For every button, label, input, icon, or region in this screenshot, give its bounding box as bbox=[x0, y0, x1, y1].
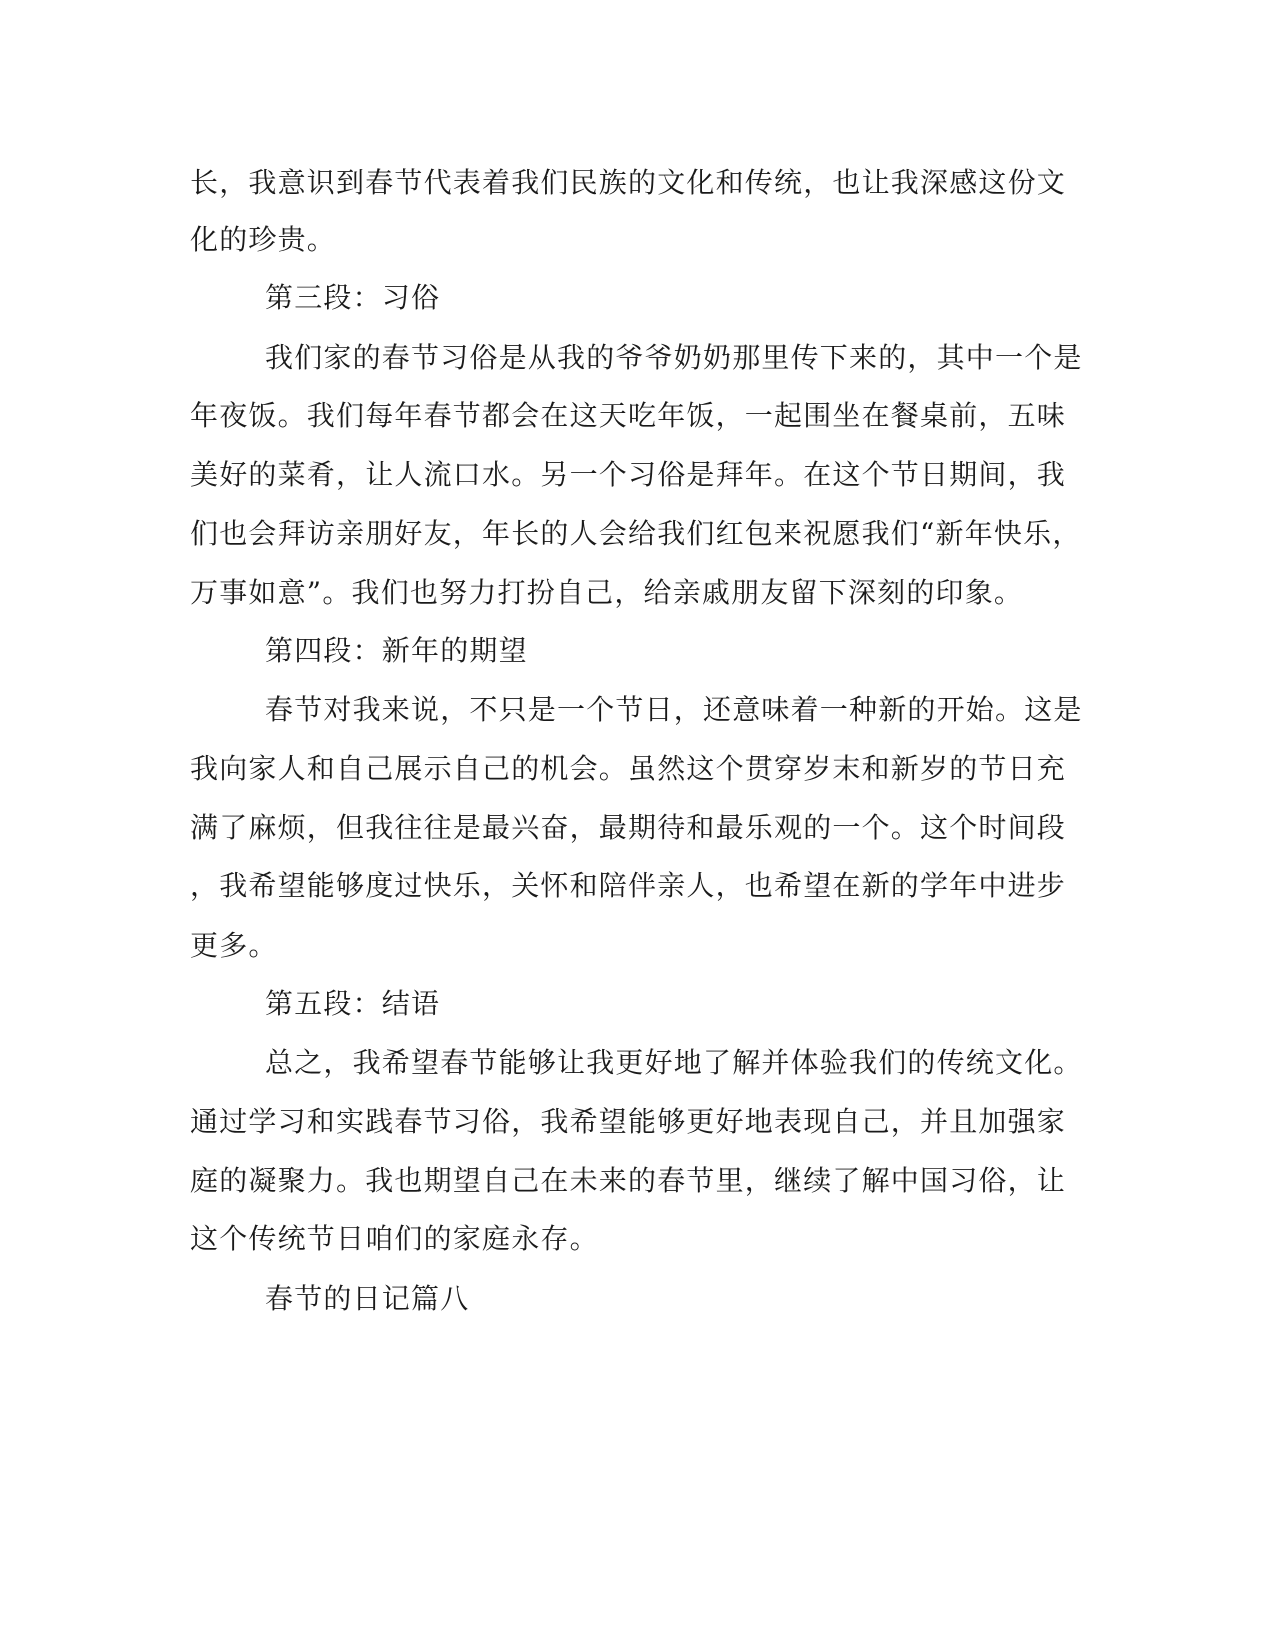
text-line: 我向家人和自己展示自己的机会。虽然这个贯穿岁末和新岁的节日充 bbox=[190, 752, 1067, 785]
text-line: 年夜饭。我们每年春节都会在这天吃年饭，一起围坐在餐桌前，五味 bbox=[190, 399, 1067, 432]
text-line: 万事如意”。我们也努力打扮自己，给亲戚朋友留下深刻的印象。 bbox=[190, 576, 1024, 609]
text-line: 美好的菜肴，让人流口水。另一个习俗是拜年。在这个节日期间，我 bbox=[190, 458, 1067, 491]
text-line: 庭的凝聚力。我也期望自己在未来的春节里，继续了解中国习俗，让 bbox=[190, 1164, 1067, 1197]
text-line: 更多。 bbox=[190, 929, 278, 962]
text-line: 长，我意识到春节代表着我们民族的文化和传统，也让我深感这份文 bbox=[190, 166, 1067, 199]
text-line: 化的珍贵。 bbox=[190, 223, 337, 256]
text-line: 满了麻烦，但我往往是最兴奋，最期待和最乐观的一个。这个时间段 bbox=[190, 811, 1067, 844]
text-line: 我们家的春节习俗是从我的爷爷奶奶那里传下来的，其中一个是 bbox=[265, 341, 1083, 374]
text-line: 春节对我来说，不只是一个节日，还意味着一种新的开始。这是 bbox=[265, 693, 1083, 726]
text-line: 们也会拜访亲朋好友，年长的人会给我们红包来祝愿我们“新年快乐， bbox=[190, 517, 1082, 550]
text-line: 总之，我希望春节能够让我更好地了解并体验我们的传统文化。 bbox=[265, 1046, 1083, 1079]
section-heading: 第五段：结语 bbox=[265, 987, 441, 1020]
text-line: ，我希望能够度过快乐，关怀和陪伴亲人，也希望在新的学年中进步 bbox=[190, 869, 1067, 902]
section-heading: 第四段：新年的期望 bbox=[265, 634, 528, 667]
section-heading: 春节的日记篇八 bbox=[265, 1282, 470, 1315]
text-line: 通过学习和实践春节习俗，我希望能够更好地表现自己，并且加强家 bbox=[190, 1105, 1067, 1138]
section-heading: 第三段：习俗 bbox=[265, 281, 441, 314]
text-line: 这个传统节日咱们的家庭永存。 bbox=[190, 1222, 599, 1255]
